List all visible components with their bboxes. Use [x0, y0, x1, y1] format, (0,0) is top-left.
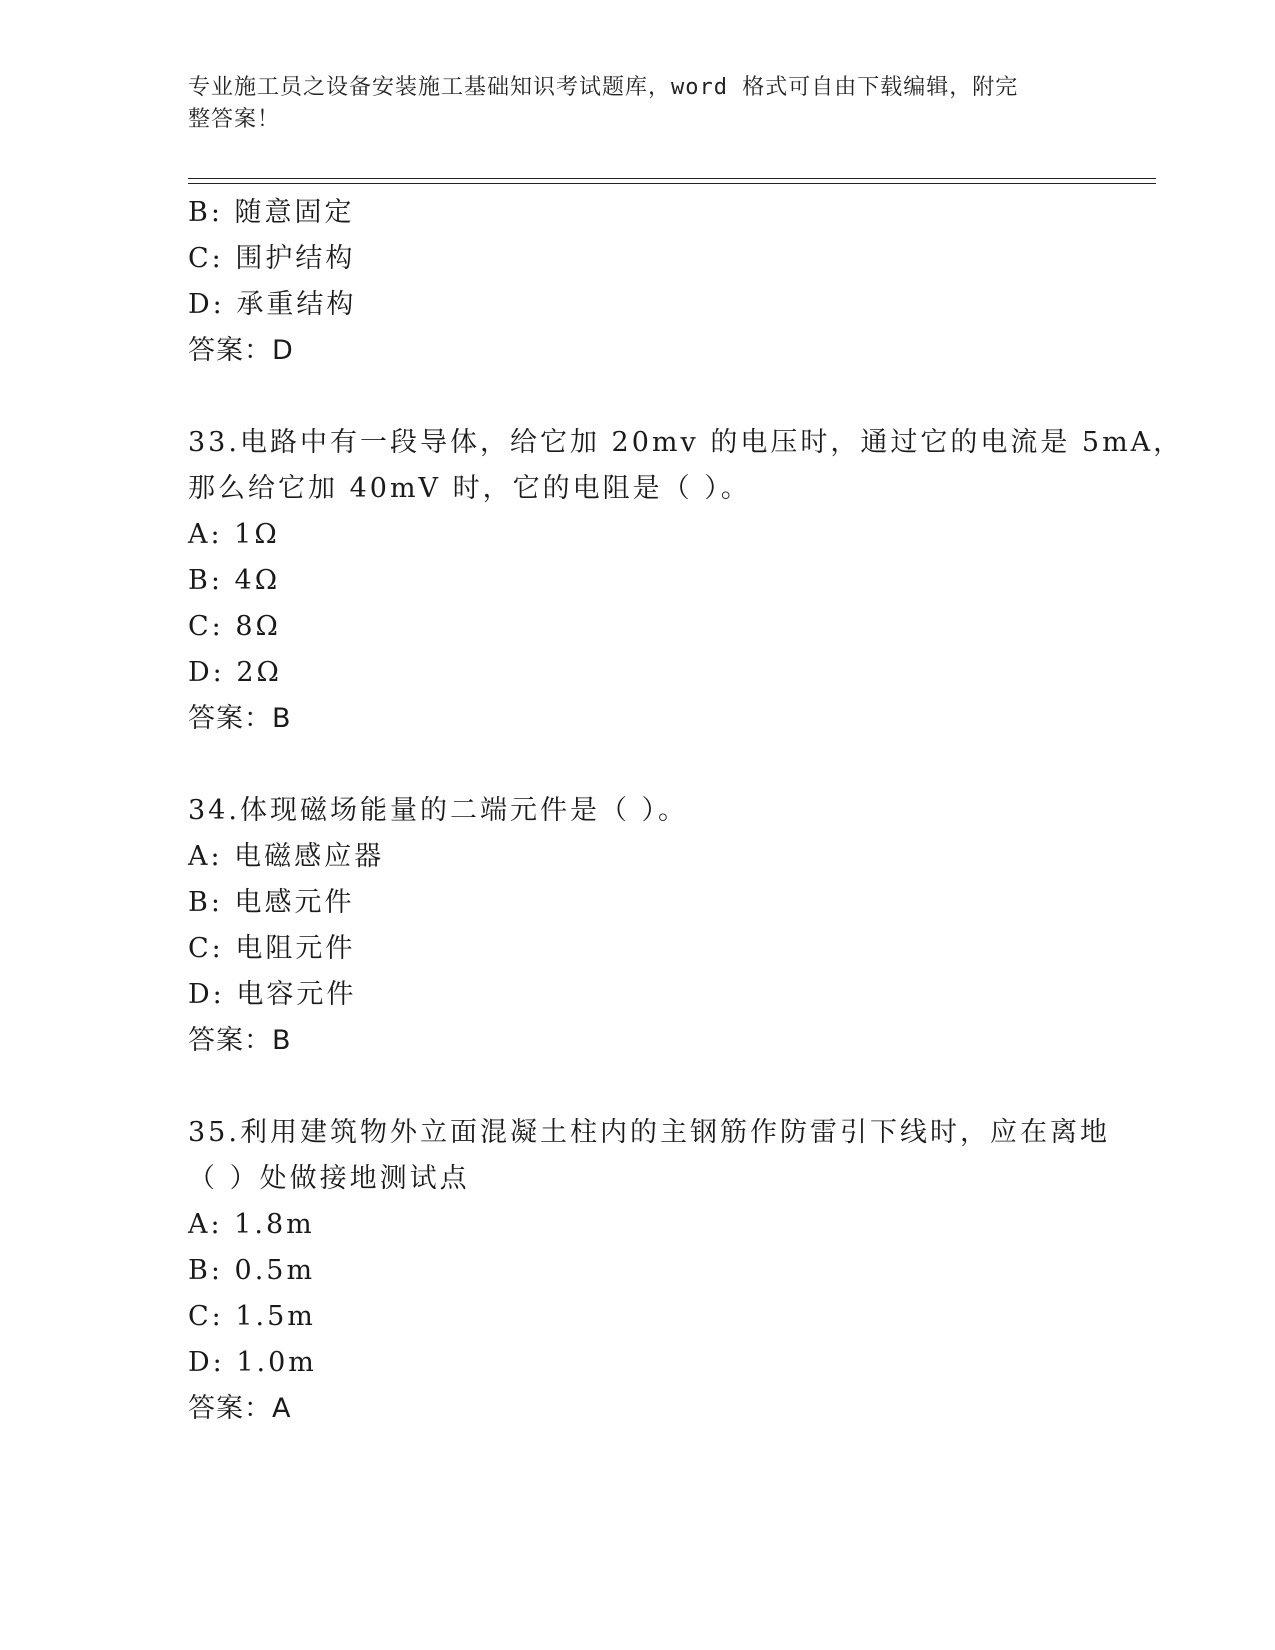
q33-option-c: C: 8Ω	[188, 611, 281, 642]
header-rule-bottom	[188, 183, 1156, 184]
q35-answer: 答案：A	[188, 1393, 292, 1424]
q33-option-d: D: 2Ω	[188, 657, 282, 688]
header-line-1: 专业施工员之设备安装施工基础知识考试题库，word 格式可自由下载编辑，附完	[188, 75, 1019, 100]
spacer	[188, 742, 1088, 788]
q34-option-d: D: 电容元件	[188, 979, 357, 1010]
q35-stem-line-2: （ ）处做接地测试点	[188, 1163, 470, 1194]
q33-option-a: A: 1Ω	[188, 519, 280, 550]
q34-stem-line-1: 34.体现磁场能量的二端元件是（ ）。	[188, 795, 689, 826]
q32-option-c: C: 围护结构	[188, 243, 356, 274]
spacer	[188, 374, 1088, 420]
question-35	[188, 1110, 1110, 1432]
spacer	[188, 1064, 1088, 1110]
question-33	[188, 420, 1184, 742]
q35-option-d: D: 1.0m	[188, 1347, 317, 1378]
question-list	[188, 190, 1184, 1432]
q34-option-c: C: 电阻元件	[188, 933, 356, 964]
header-rule-top	[188, 178, 1156, 179]
q35-option-a: A: 1.8m	[188, 1209, 315, 1240]
q35-stem-line-1: 35.利用建筑物外立面混凝土柱内的主钢筋作防雷引下线时，应在离地	[188, 1117, 1110, 1148]
q35-option-c: C: 1.5m	[188, 1301, 316, 1332]
q33-stem-line-2: 那么给它加 40mV 时，它的电阻是（ ）。	[188, 473, 751, 504]
document-header	[188, 72, 1088, 136]
q33-option-b: B: 4Ω	[188, 565, 281, 596]
q34-option-b: B: 电感元件	[188, 887, 355, 918]
q32-option-d: D: 承重结构	[188, 289, 357, 320]
question-32-tail	[188, 190, 1088, 374]
q32-answer: 答案：D	[188, 335, 294, 366]
q35-option-b: B: 0.5m	[188, 1255, 316, 1286]
q32-option-b: B: 随意固定	[188, 197, 355, 228]
question-34	[188, 788, 1088, 1064]
q34-option-a: A: 电磁感应器	[188, 841, 385, 872]
q33-answer: 答案：B	[188, 703, 292, 734]
q34-answer: 答案：B	[188, 1025, 292, 1056]
q33-stem-line-1: 33.电路中有一段导体，给它加 20mv 的电压时，通过它的电流是 5mA，	[188, 427, 1184, 458]
header-line-2: 整答案！	[188, 107, 281, 132]
